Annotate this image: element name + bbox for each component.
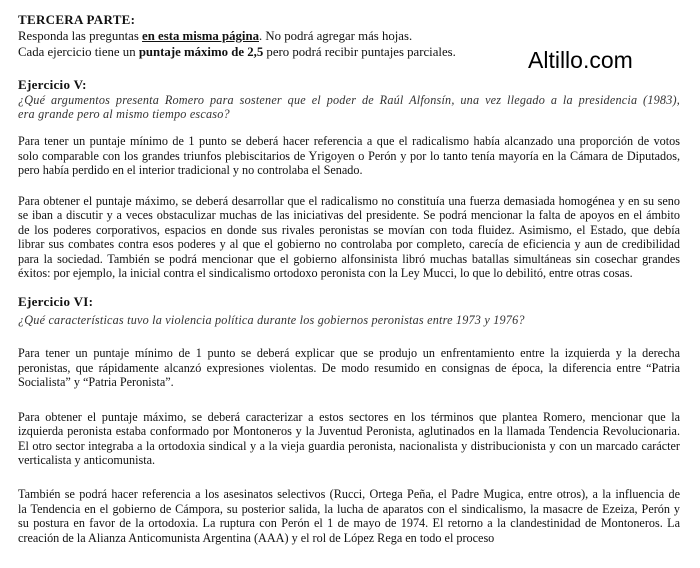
exercise-5-title: Ejercicio V:	[18, 77, 87, 92]
text: Responda las preguntas	[18, 29, 143, 43]
paragraph-line: Para tener un puntaje mínimo de 1 punto se deberá hacer referencia a que el radicalismo había alcanzado una proporción de votos	[18, 134, 680, 148]
paragraph-line: éxitos: por ejemplo, la inicial contra el sindicalismo ortodoxo peronista con la Ley Mucci, lo que lo debilitó, entre otras cosas.	[18, 266, 633, 280]
paragraph-line: Para tener un puntaje mínimo de 1 punto se deberá explicar que se produjo un enfrentamiento entre la izquierda y la derecha	[18, 346, 680, 360]
paragraph-line: creación de la Alianza Anticomunista Argentina (AAA) y el rol de López Rega en todo el proceso	[18, 531, 495, 545]
paragraph-line: El otro sector integraba a la ortodoxia sindical y a la vieja guardia peronista, nacionalista y distribucionista y con un marcado carácter	[18, 439, 680, 453]
paragraph-line: pero había perdido en el interior tradicional y no controlaba el Senado.	[18, 163, 363, 177]
paragraph-line: su postura en favor de la ortodoxia. La ruptura con Perón el 1 de mayo de 1974. El retorno a la clandestinidad de Montoneros. La	[18, 516, 680, 530]
emphasis: en esta misma página	[142, 29, 259, 43]
emphasis: puntaje máximo de 2,5	[138, 45, 264, 59]
paragraph-line: librar sus combates contra esos poderes y al que el gobierno no controlaba por completo, carecía de eficiencia y aun de credibilidad	[18, 237, 680, 251]
paragraph-line: izquierda peronista estaba conformado por Montoneros y la Juventud Peronista, aglutinados en la llamada Tendencia Revolucionaria.	[18, 424, 680, 438]
paragraph-line: de los poderes corporativos, espacios en donde sus rivales peronistas se movían con toda fluidez. Asimismo, el Estado, que debía	[18, 223, 680, 237]
altillo-logo: Altillo.com	[528, 47, 633, 73]
exercise-5-question: era grande pero al mismo tiempo escaso?	[18, 107, 230, 121]
exercise-5-question: ¿Qué argumentos presenta Romero para sostener que el poder de Raúl Alfonsín, una vez llegado a la presidencia (1983),	[18, 93, 680, 107]
text: pero podrá recibir puntajes parciales.	[263, 45, 456, 59]
text: Cada ejercicio tiene un	[18, 45, 139, 59]
paragraph-line: se iban a discutir y a veces obstaculizar muchas de las iniciativas del presidente. Se podrá mencionar la falta de apoyos en el ámbito	[18, 208, 680, 222]
paragraph-line: Para obtener el puntaje máximo, se deberá desarrollar que el radicalismo no constituía una fuerza demasiada homogénea y en su seno	[18, 194, 680, 208]
exercise-6-title: Ejercicio VI:	[18, 294, 94, 309]
paragraph-line: Para obtener el puntaje máximo, se deberá caracterizar a estos sectores en los términos que plantea Romero, mencionar que la	[18, 410, 680, 424]
text: . No podrá agregar más hojas.	[259, 29, 413, 43]
instructions-line-2	[18, 45, 680, 59]
paragraph-line: verticalista y anticomunista.	[18, 453, 156, 467]
paragraph-line: Socialista” y “Patria Peronista”.	[18, 375, 174, 389]
exercise-6-question: ¿Qué características tuvo la violencia política durante los gobiernos peronistas entre 1973 y 1976?	[18, 313, 525, 327]
paragraph-line: También se podrá hacer referencia a los asesinatos selectivos (Rucci, Ortega Peña, el Padre Mugica, entre otros), a la influencia de	[18, 487, 680, 501]
instructions-line-1	[18, 29, 680, 43]
paragraph-line: la Tendencia en el gobierno de Cámpora, su posterior salida, la lucha de aparatos con el sindicalismo, la masacre de Ezeiza, Perón y	[18, 502, 680, 516]
paragraph-line: solo comparable con los grandes triunfos plebiscitarios de Yrigoyen o Perón y por lo tanto tenía mayoría en la Cámara de Diputados,	[18, 149, 680, 163]
section-title: TERCERA PARTE:	[18, 12, 136, 27]
paragraph-line: para la sociedad. También se podrá mencionar que el gobierno alfonsinista libró muchas batallas simultáneas sin cosechar grandes	[18, 252, 680, 266]
paragraph-line: peronistas, que rápidamente alcanzó expresiones violentas. De modo resumido en consignas de época, la diferencia entre “Patria	[18, 361, 680, 375]
